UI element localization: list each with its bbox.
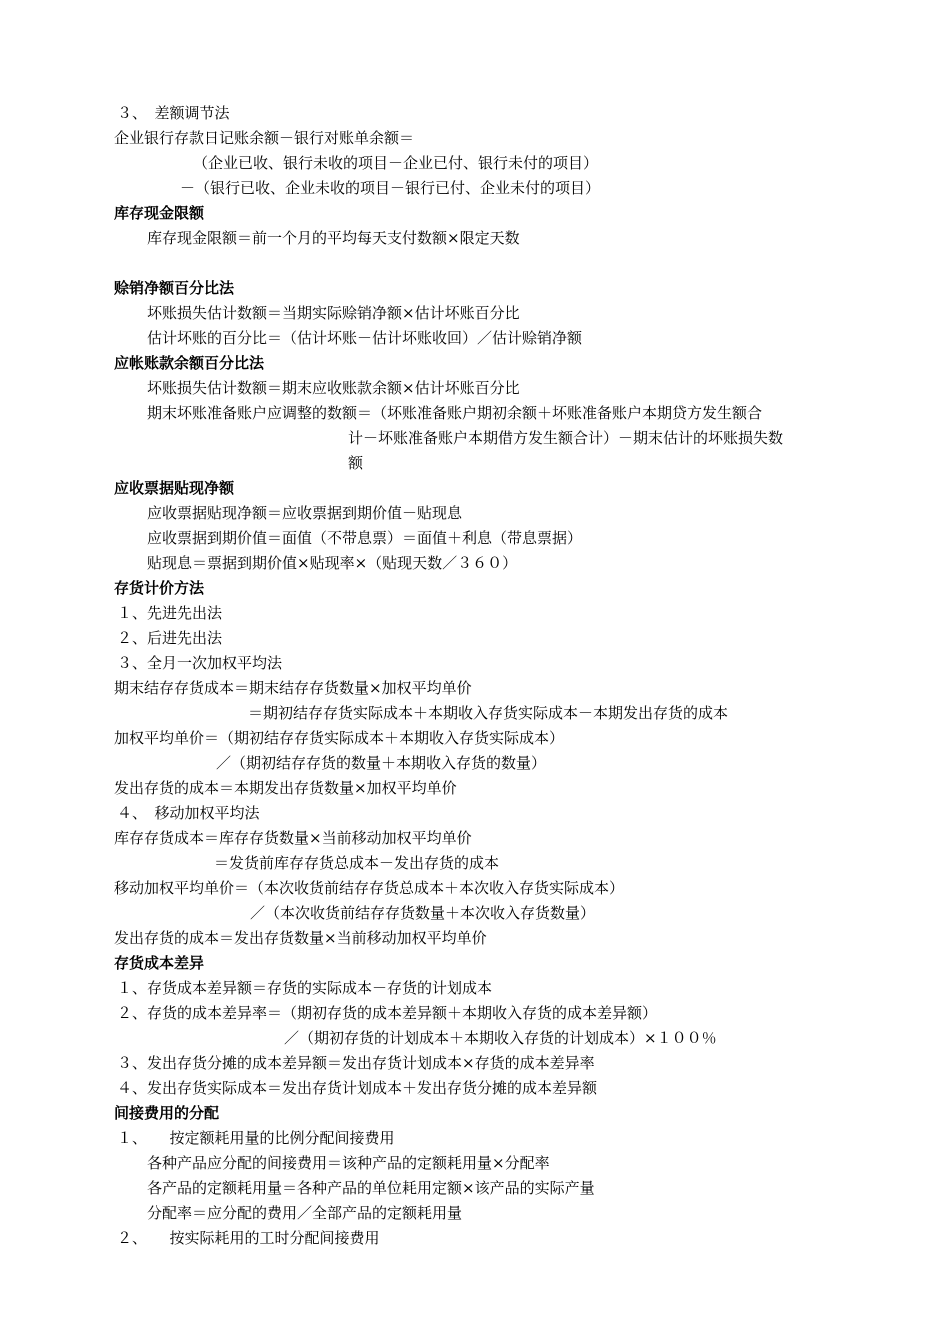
section-item-3: ３、 差额调节法 bbox=[117, 104, 230, 122]
formula-line: 各产品的定额耗用量＝各种产品的单位耗用定额×该产品的实际产量 bbox=[147, 1179, 595, 1197]
section-heading: 间接费用的分配 bbox=[114, 1104, 220, 1122]
list-item: ２、存货的成本差异率＝（期初存货的成本差异额＋本期收入存货的成本差异额） bbox=[117, 1004, 658, 1022]
formula-line: 移动加权平均单价＝（本次收货前结存存货总成本＋本次收入存货实际成本） bbox=[114, 879, 625, 897]
section-heading: 应帐账款余额百分比法 bbox=[114, 354, 265, 372]
list-item: ２、 按实际耗用的工时分配间接费用 bbox=[117, 1229, 380, 1247]
formula-line: 额 bbox=[348, 454, 364, 472]
list-item: ２、后进先出法 bbox=[117, 629, 223, 647]
formula-line: 发出存货的成本＝发出存货数量×当前移动加权平均单价 bbox=[114, 929, 487, 947]
formula-line: 期末结存存货成本＝期末结存存货数量×加权平均单价 bbox=[114, 679, 472, 697]
list-item: ４、 移动加权平均法 bbox=[117, 804, 260, 822]
list-item: ３、全月一次加权平均法 bbox=[117, 654, 283, 672]
formula-line: 应收票据贴现净额＝应收票据到期价值－贴现息 bbox=[147, 504, 463, 522]
section-heading: 库存现金限额 bbox=[114, 204, 205, 222]
formula-line: ／（期初结存存货的数量＋本期收入存货的数量） bbox=[216, 754, 547, 772]
formula-line: ＝发货前库存存货总成本－发出存货的成本 bbox=[214, 854, 500, 872]
list-item: １、先进先出法 bbox=[117, 604, 223, 622]
formula-line: 各种产品应分配的间接费用＝该种产品的定额耗用量×分配率 bbox=[147, 1154, 550, 1172]
formula-line: 坏账损失估计数额＝当期实际赊销净额×估计坏账百分比 bbox=[147, 304, 520, 322]
list-item: ３、发出存货分摊的成本差异额＝发出存货计划成本×存货的成本差异率 bbox=[117, 1054, 595, 1072]
formula-line: 分配率＝应分配的费用／全部产品的定额耗用量 bbox=[147, 1204, 463, 1222]
formula-line: 发出存货的成本＝本期发出存货数量×加权平均单价 bbox=[114, 779, 457, 797]
formula-line: ／（期初存货的计划成本＋本期收入存货的计划成本）×１００％ bbox=[284, 1029, 717, 1047]
list-item: １、 按定额耗用量的比例分配间接费用 bbox=[117, 1129, 395, 1147]
formula-line: 计－坏账准备账户本期借方发生额合计）－期末估计的坏账损失数 bbox=[348, 429, 784, 447]
formula-line: ／（本次收货前结存存货数量＋本次收入存货数量） bbox=[250, 904, 596, 922]
formula-line: 应收票据到期价值＝面值（不带息票）＝面值＋利息（带息票据） bbox=[147, 529, 583, 547]
list-item: ４、发出存货实际成本＝发出存货计划成本＋发出存货分摊的成本差异额 bbox=[117, 1079, 598, 1097]
formula-line: （企业已收、银行未收的项目－企业已付、银行未付的项目） bbox=[193, 154, 599, 172]
section-heading: 赊销净额百分比法 bbox=[114, 279, 235, 297]
formula-line: 贴现息＝票据到期价值×贴现率×（贴现天数／３６０） bbox=[147, 554, 518, 572]
section-heading: 存货成本差异 bbox=[114, 954, 205, 972]
formula-line: 估计坏账的百分比＝（估计坏账－估计坏账收回）／估计赊销净额 bbox=[147, 329, 583, 347]
formula-line: 加权平均单价＝（期初结存存货实际成本＋本期收入存货实际成本） bbox=[114, 729, 565, 747]
formula-line: 坏账损失估计数额＝期末应收账款余额×估计坏账百分比 bbox=[147, 379, 520, 397]
formula-line: 库存现金限额＝前一个月的平均每天支付数额×限定天数 bbox=[147, 229, 520, 247]
list-item: １、存货成本差异额＝存货的实际成本－存货的计划成本 bbox=[117, 979, 493, 997]
section-heading: 存货计价方法 bbox=[114, 579, 205, 597]
formula-line: 企业银行存款日记账余额－银行对账单余额＝ bbox=[114, 129, 415, 147]
formula-line: ＝期初结存存货实际成本＋本期收入存货实际成本－本期发出存货的成本 bbox=[248, 704, 729, 722]
formula-line: 期末坏账准备账户应调整的数额＝（坏账准备账户期初余额＋坏账准备账户本期贷方发生额合 bbox=[147, 404, 763, 422]
section-heading: 应收票据贴现净额 bbox=[114, 479, 235, 497]
formula-line: 库存存货成本＝库存存货数量×当前移动加权平均单价 bbox=[114, 829, 472, 847]
formula-line: －（银行已收、企业未收的项目－银行已付、企业未付的项目） bbox=[180, 179, 601, 197]
